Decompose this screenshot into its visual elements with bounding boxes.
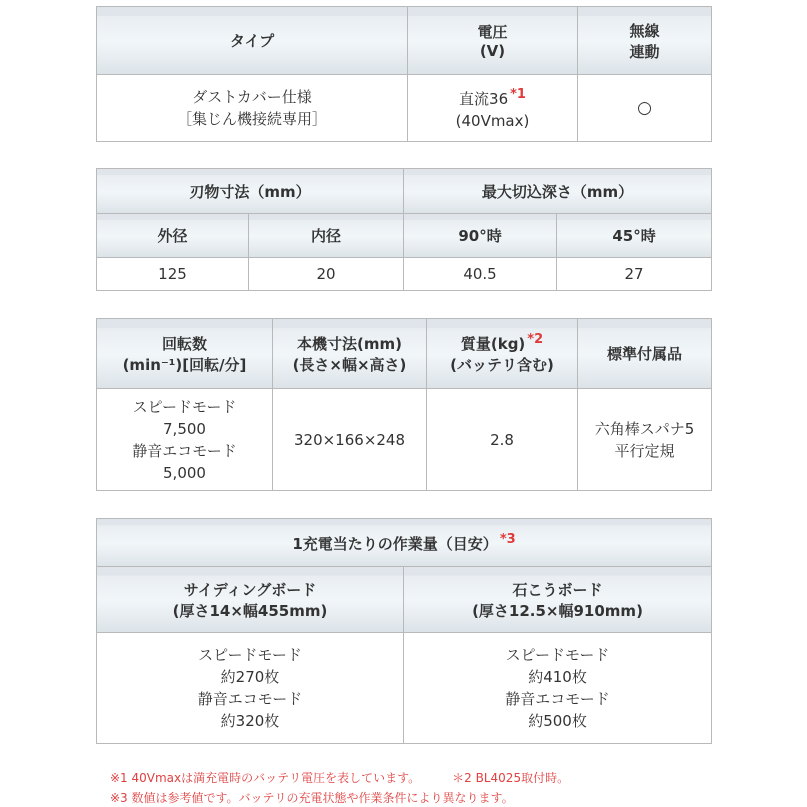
header-accessories: 標準付属品 xyxy=(578,319,712,389)
cell-mass: 2.8 xyxy=(427,389,578,491)
spec-table-body xyxy=(96,318,712,491)
header-depth-45: 45°時 xyxy=(557,214,712,258)
header-rpm: 回転数 (min⁻¹)[回転/分] xyxy=(97,319,273,389)
header-gypsum-board: 石こうボード (厚さ12.5×幅910mm) xyxy=(404,567,712,633)
cell-inner-diameter: 20 xyxy=(249,258,404,291)
cell-voltage: 直流36 *1 (40Vmax) xyxy=(408,75,578,142)
note-mark-3: *3 xyxy=(499,531,516,547)
cell-accessories: 六角棒スパナ5 平行定規 xyxy=(578,389,712,491)
cell-gypsum-board: スピードモード 約410枚 静音エコモード 約500枚 xyxy=(404,633,712,744)
header-type: タイプ xyxy=(97,7,408,75)
spec-table-blade xyxy=(96,168,712,291)
cell-dimensions: 320×166×248 xyxy=(273,389,427,491)
header-outer-diameter: 外径 xyxy=(97,214,249,258)
note-mark-2: *2 xyxy=(527,332,544,347)
spec-table-workload xyxy=(96,518,712,744)
header-dimensions: 本機寸法(mm) (長さ×幅×高さ) xyxy=(273,319,427,389)
cell-wireless: ○ xyxy=(578,75,712,142)
header-cut-depth: 最大切込深さ（mm） xyxy=(404,169,712,214)
cell-rpm: スピードモード 7,500 静音エコモード 5,000 xyxy=(97,389,273,491)
header-blade-size: 刃物寸法（mm） xyxy=(97,169,404,214)
footnote-1: ※1 40Vmaxは満充電時のバッテリ電圧を表しています。 xyxy=(110,771,421,785)
header-inner-diameter: 内径 xyxy=(249,214,404,258)
note-mark-1: *1 xyxy=(510,87,526,102)
spec-table-type xyxy=(96,6,712,142)
header-mass: 質量(kg) *2 (バッテリ含む) xyxy=(427,319,578,389)
header-workload: 1充電当たりの作業量（目安） *3 xyxy=(97,519,712,567)
header-wireless: 無線 連動 xyxy=(578,7,712,75)
header-siding-board: サイディングボード (厚さ14×幅455mm) xyxy=(97,567,404,633)
footnote-3: ※3 数値は参考値です。バッテリの充電状態や作業条件により異なります。 xyxy=(110,791,514,805)
cell-depth-90: 40.5 xyxy=(404,258,557,291)
footnote-2: ＊2 BL4025取付時。 xyxy=(452,771,570,785)
footnote-line-2 xyxy=(110,789,514,806)
cell-depth-45: 27 xyxy=(557,258,712,291)
cell-siding-board: スピードモード 約270枚 静音エコモード 約320枚 xyxy=(97,633,404,744)
cell-outer-diameter: 125 xyxy=(97,258,249,291)
header-voltage: 電圧 (V) xyxy=(408,7,578,75)
header-depth-90: 90°時 xyxy=(404,214,557,258)
cell-type: ダストカバー仕様 ［集じん機接続専用］ xyxy=(97,75,408,142)
footnote-line-1 xyxy=(110,769,569,786)
